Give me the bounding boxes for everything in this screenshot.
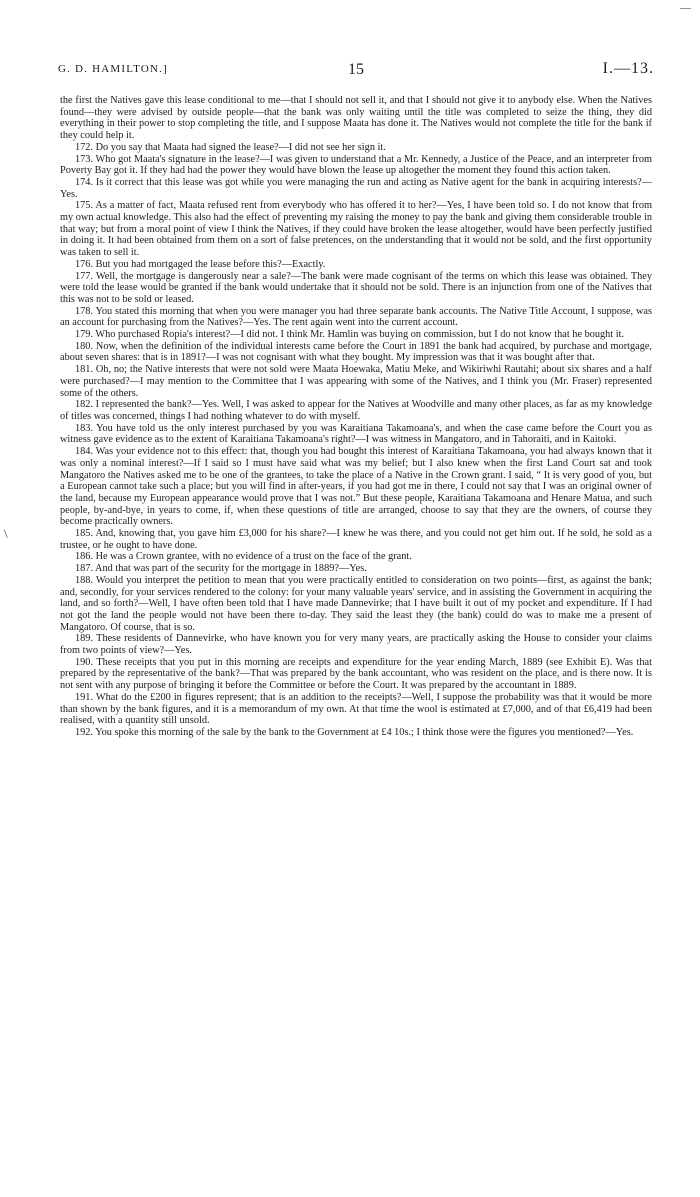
paragraph: 176. But you had mortgaged the lease before this?—Exactly. [75, 258, 326, 270]
paragraph: 181. Oh, no; the Native interests that were not sold were Maata Hoewaka, Matiu Meke, and Wikiriwhi Rautahi; about six shares and a half were purchased?—I may mention to the Committee that I was appearing with some of the Natives, and I think you (Mr. Fraser) represented some of the others. [60, 364, 652, 399]
running-head-left: G. D. HAMILTON.] [58, 63, 168, 75]
corner-mark: — [680, 2, 691, 14]
testimony-body [60, 95, 652, 739]
page-number: 15 [348, 61, 364, 78]
paragraph: 190. These receipts that you put in this morning are receipts and expenditure for the year ending March, 1889 (see Exhibit E). Was that prepared by the representative of the bank?—That was prepared by the bank accountant, who was resident on the place, and is there now. It is not sent with any purpose of bringing it before the Committee or before the Court. It was prepared by the accountant in 1889. [60, 656, 652, 692]
paragraph: 180. Now, when the definition of the individual interests came before the Court in 1891 the bank had acquired, by purchase and mortgage, about seven shares: that is in 1891?—I was not cognisant with what they bought. My impression was that it was bought after that. [60, 340, 652, 364]
paragraph: 191. What do the £200 in figures represent; that is an addition to the receipts?—Well, I suppose the probability was that it would be more than shown by the bank figures, and it is a memorandum of my own. At that time the wool is estimated at £7,000, and of that £6,419 had been realised, with a quantity still unsold. [60, 691, 652, 727]
paragraph: 179. Who purchased Ropia's interest?—I did not. I think Mr. Hamlin was buying on commission, but I do not know that he bought it. [75, 329, 625, 341]
paragraph: 175. As a matter of fact, Maata refused rent from everybody who has offered it to her?—Yes, I have been told so. I do not know that from my own actual knowledge. This also had the effect of preventing my raising the money to pay the bank and giving them considerable trouble in that way; but from a moral point of view I think the Natives, if they could have broken the lease altogether, would have been perfectly justified in doing it. It had been obtained from them on a sort of false pretences, on the understanding that it would not be sold, and the first opportunity was taken to sell it. [60, 200, 652, 259]
paragraph: 177. Well, the mortgage is dangerously near a sale?—The bank were made cognisant of the terms on which this lease was obtained. They were told the lease would be granted if the bank would undertake that it should not be sold. There is an injunction from one of the Natives that this was not to be sold or leased. [60, 270, 652, 305]
paragraph: 192. You spoke this morning of the sale by the bank to the Government at £4 10s.; I think those were the figures you mentioned?—Yes. [75, 726, 634, 738]
paragraph: 188. Would you interpret the petition to mean that you were practically entitled to consideration on two points—first, as against the bank; and, secondly, for your services rendered to the colony: for your many valuable years' service, and in assisting the Government in acquiring the land, and so forth?—Well, I have often been told that I have made Dannevirke; that I have built it out of my pocket and expenditure. If I had not got the land the people would not have been there to-day. They said the least they (the bank) could do was to make me a present of Mangatoro. Of course, that is so. [60, 574, 652, 633]
paragraph: 186. He was a Crown grantee, with no evidence of a trust on the face of the grant. [75, 551, 412, 563]
document-reference: I.—13. [602, 60, 654, 77]
paragraph: 182. I represented the bank?—Yes. Well, I was asked to appear for the Natives at Woodville and many other places, as far as my knowledge of titles was concerned, things I had nothing whatever to do with myself. [60, 399, 652, 422]
paragraph: 184. Was your evidence not to this effect: that, though you had bought this interest of Karaitiana Takamoana, you had always known that it was only a nominal interest?—If I said so I must have said what was my belief; but I also knew when the first Land Court sat and took Mangatoro the Natives asked me to be one of the grantees, to take the place of a Native in the Crown grant. I said, “ It is very good of you, but a European cannot take such a place; but you will find in after-years, if you had got me in there, I could not say that I was an original owner of the land, because my European appearance would prove that I was not.” But these people, Karaitiana Takamoana and Henare Matua, and such people, by-and-bye, in years to come, if, when these questions of title are arranged, choose to say that they are the owners, of course they become practically owners. [60, 446, 652, 528]
paragraph: 172. Do you say that Maata had signed the lease?—I did not see her sign it. [75, 141, 386, 153]
page-header [58, 61, 654, 85]
paragraph: 189. These residents of Dannevirke, who have known you for very many years, are practically asking the House to consider your claims from two points of view?—Yes. [60, 633, 652, 657]
margin-mark: \ [4, 526, 8, 541]
paragraph: 178. You stated this morning that when you were manager you had three separate bank accounts. The Native Title Account, I suppose, was an account for purchasing from the Natives?—Yes. The rent again went into the current account. [60, 305, 652, 329]
paragraph: 185. And, knowing that, you gave him £3,000 for his share?—I knew he was there, and you could not get him out. If he sold, he sold as a trustee, or he ought to have done. [60, 528, 652, 551]
paragraph: 173. Who got Maata's signature in the lease?—I was given to understand that a Mr. Kennedy, a Justice of the Peace, and an interpreter from Poverty Bay got it. If they had had the power they would have blown the lease up altogether the moment they found this action taken. [60, 153, 652, 177]
paragraph: 174. Is it correct that this lease was got while you were managing the run and acting as Native agent for the bank in acquiring interests?—Yes. [60, 176, 652, 200]
paragraph: the first the Natives gave this lease conditional to me—that I should not sell it, and that I should not give it to anybody else. When the Natives found—they were advised by outside people—that the bank was only waiting until the title was completed to seize the thing, they did everything in their power to stop completing the title, and I suppose Maata has done it. The Natives would not complete the title for the bank if they could help it. [60, 95, 652, 142]
paragraph: 187. And that was part of the security for the mortgage in 1889?—Yes. [75, 563, 367, 575]
paragraph: 183. You have told us the only interest purchased by you was Karaitiana Takamoana's, and when the case came before the Court you as witness gave evidence as to the extent of Karaitiana Takamoana's right?—I was witness in Mangatoro, and in Tahoraiti, and in Kaitoki. [60, 422, 652, 446]
